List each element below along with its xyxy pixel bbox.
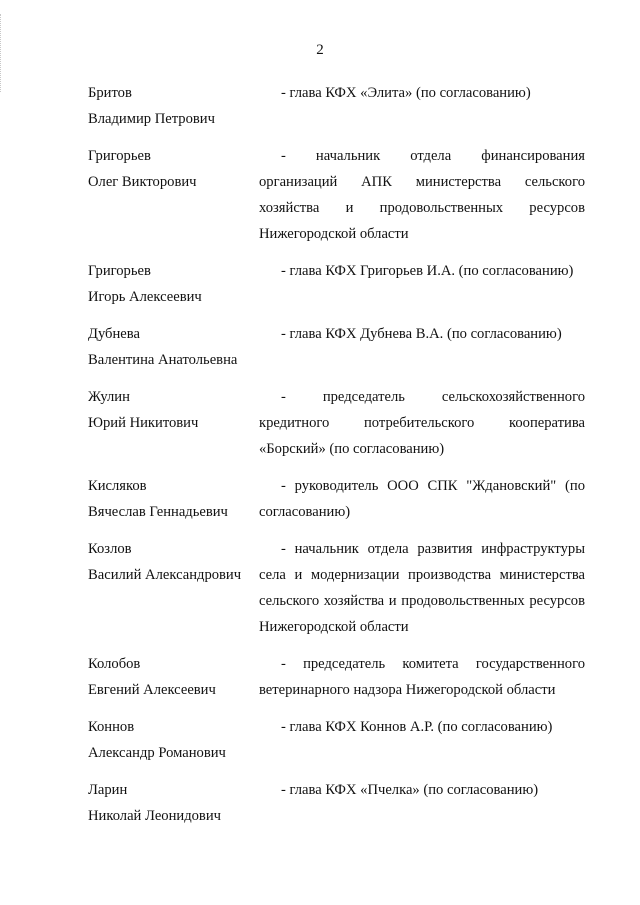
- member-role: - начальник отдела развития инфраструктуры села и модернизации производства министерства сельского хозяйства и продовольственных ресурсов Нижегородской области: [259, 541, 585, 635]
- member-name: [0, 714, 259, 766]
- member-given-names: Игорь Алексеевич: [88, 289, 202, 305]
- member-role: - глава КФХ «Пчелка» (по согласованию): [281, 782, 539, 798]
- member-entry: [0, 80, 640, 132]
- member-role: - глава КФХ Коннов А.Р. (по согласованию): [281, 719, 553, 735]
- member-given-names: Олег Викторович: [88, 174, 197, 190]
- member-list: [0, 80, 640, 829]
- member-given-names: Юрий Никитович: [88, 415, 199, 431]
- member-entry: [0, 143, 640, 247]
- member-surname: Ларин: [88, 782, 128, 798]
- member-name: [0, 536, 259, 640]
- member-role: - начальник отдела финансирования организаций АПК министерства сельского хозяйства и продовольственных ресурсов Нижегородской области: [259, 148, 585, 242]
- member-given-names: Василий Александрович: [88, 567, 242, 583]
- member-surname: Григорьев: [88, 148, 151, 164]
- member-surname: Козлов: [88, 541, 132, 557]
- member-entry: [0, 258, 640, 310]
- member-entry: [0, 536, 640, 640]
- member-name: [0, 651, 259, 703]
- member-surname: Бритов: [88, 85, 132, 101]
- member-role: - председатель сельскохозяйственного кредитного потребительского кооператива «Борский» (по согласованию): [259, 389, 585, 457]
- member-role: - глава КФХ Григорьев И.А. (по согласованию): [281, 263, 574, 279]
- member-entry: [0, 384, 640, 462]
- member-name: [0, 80, 259, 132]
- member-surname: Колобов: [88, 656, 141, 672]
- member-given-names: Александр Романович: [88, 745, 226, 761]
- member-name: [0, 143, 259, 247]
- member-name: [0, 777, 259, 829]
- member-name: [0, 473, 259, 525]
- page-number: 2: [316, 42, 324, 58]
- member-role: - глава КФХ «Элита» (по согласованию): [281, 85, 531, 101]
- member-entry: [0, 651, 640, 703]
- member-name: [0, 321, 259, 373]
- member-name: [0, 258, 259, 310]
- member-given-names: Николай Леонидович: [88, 808, 221, 824]
- member-given-names: Евгений Алексеевич: [88, 682, 216, 698]
- member-entry: [0, 321, 640, 373]
- member-entry: [0, 714, 640, 766]
- member-entry: [0, 473, 640, 525]
- member-role: - глава КФХ Дубнева В.А. (по согласованию): [281, 326, 562, 342]
- member-surname: Кисляков: [88, 478, 147, 494]
- member-surname: Григорьев: [88, 263, 151, 279]
- member-entry: [0, 777, 640, 829]
- member-role: - руководитель ООО СПК "Ждановский" (по согласованию): [259, 478, 585, 520]
- member-given-names: Владимир Петрович: [88, 111, 215, 127]
- member-surname: Дубнева: [88, 326, 140, 342]
- member-surname: Жулин: [88, 389, 130, 405]
- member-name: [0, 384, 259, 462]
- member-role: - председатель комитета государственного ветеринарного надзора Нижегородской области: [259, 656, 585, 698]
- member-given-names: Валентина Анатольевна: [88, 352, 238, 368]
- member-given-names: Вячеслав Геннадьевич: [88, 504, 228, 520]
- member-surname: Коннов: [88, 719, 135, 735]
